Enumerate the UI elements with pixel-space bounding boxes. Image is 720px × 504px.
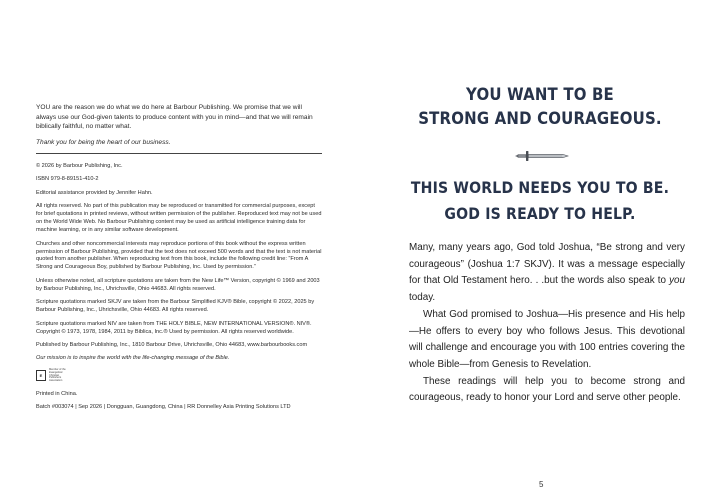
printed-line: Printed in China. xyxy=(36,391,78,398)
editorial-line: Editorial assistance provided by Jennifer Hahn. xyxy=(36,189,153,196)
copyright-line: © 2026 by Barbour Publishing, Inc. xyxy=(36,163,123,169)
churches-paragraph: Churches and other noncommercial interests may reproduce portions of this book without the express written permission of Barbour Publishing, provided that the text does not exceed 500 words and that the text is not material quoted from another publisher. When reproducing text from this book, include the following credit line: “From A Strong and Courageous Boy, published by Barbour Publishing, Inc. Used by permission.” xyxy=(36,240,322,271)
batch-line: Batch #003074 | Sep 2026 | Dongguan, Guangdong, China | RR Donnelley Asia Printing Solutions LTD xyxy=(36,404,291,411)
rights-paragraph: All rights reserved. No part of this publication may be reproduced or transmitted for commercial purposes, except for brief quotations in printed reviews, without written permission of the publisher. Reproduced text may not be used on the World Wide Web. No Barbour Publishing content may be used as artificial intelligence training data for machine learning, or in any similar software development. xyxy=(36,203,322,234)
intro-body xyxy=(409,240,685,407)
headline-line-2: STRONG AND COURAGEOUS. xyxy=(418,109,662,129)
page-number: 5 xyxy=(539,480,544,489)
ecpa-logo-text: Member of the Evangelical Christian Publishers Association xyxy=(49,367,66,383)
headline-line-1: YOU WANT TO BE xyxy=(466,85,614,105)
intro-paragraph-2: What God promised to Joshua—His presence and His help—He offers to every boy who follows Jesus. This devotional will challenge and encourage you with 100 entries covering the whole Bible—from Genesis to Revelation. xyxy=(409,308,685,370)
publisher-line: Published by Barbour Publishing, Inc., 1810 Barbour Drive, Uhrichsville, Ohio 44683, www.barbourbooks.com xyxy=(36,341,308,348)
nlv-paragraph: Unless otherwise noted, all scripture quotations are taken from the New Life™ Version, copyright © 1969 and 2003 by Barbour Publishing, Inc., Uhrichsville, Ohio 44683. All rights reserved. xyxy=(36,277,320,292)
headline-line-4: GOD IS READY TO HELP. xyxy=(444,204,636,223)
emphasis-you: you xyxy=(669,275,685,287)
sword-icon xyxy=(513,150,569,162)
divider-rule xyxy=(36,153,322,154)
headline-line-3: THIS WORLD NEEDS YOU TO BE. xyxy=(410,178,670,197)
intro-statement: YOU are the reason we do what we do here at Barbour Publishing. We promise that we will always use our God-given talents to produce content with you in mind—and that we will remain biblically faithful, no matter what. xyxy=(36,104,313,131)
ecpa-logo-icon: E xyxy=(36,370,46,381)
intro-page xyxy=(360,0,720,504)
intro-paragraph-3: These readings will help you to become strong and courageous, ready to honor your Lord and serve other people. xyxy=(409,375,685,404)
intro-paragraph-1: Many, many years ago, God told Joshua, “Be strong and very courageous” (Joshua 1:7 SKJV). It was a message especially for that Old Testament hero. . .but the words also speak to you today. xyxy=(409,242,685,304)
copyright-block xyxy=(36,103,322,418)
skjv-paragraph: Scripture quotations marked SKJV are taken from the Barbour Simplified KJV® Bible, copyright © 2022, 2025 by Barbour Publishing, Inc., Uhrichsville, Ohio 44683. All rights reserved. xyxy=(36,299,315,314)
thanks-line: Thank you for being the heart of our business. xyxy=(36,138,171,146)
niv-paragraph: Scripture quotations marked NIV are taken from THE HOLY BIBLE, NEW INTERNATIONAL VERSION®. NIV®. Copyright © 1973, 1978, 1984, 2011 by Biblica, Inc.® Used by permission. All rights reserved worldwide. xyxy=(36,320,312,335)
mission-statement: Our mission is to inspire the world with the life-changing message of the Bible. xyxy=(36,355,230,362)
ecpa-logo xyxy=(36,369,322,383)
isbn-line: ISBN 979-8-89151-410-2 xyxy=(36,176,99,183)
